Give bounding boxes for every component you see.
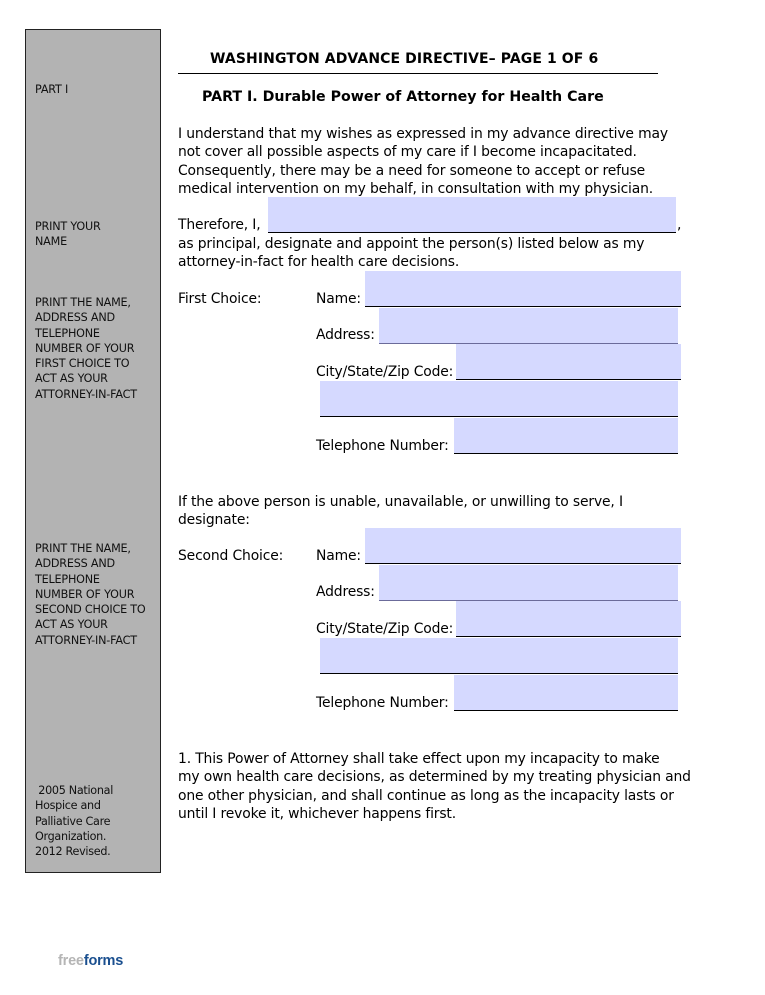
principal-name-input[interactable] <box>268 197 676 233</box>
note-line: PRINT THE NAME, <box>35 542 131 555</box>
first-choice-phone-input[interactable] <box>454 418 678 454</box>
second-choice-address-input[interactable] <box>379 565 678 601</box>
note-line: TELEPHONE <box>35 326 100 340</box>
sidebar-second-choice-note <box>35 541 146 648</box>
para-line: not cover all possible aspects of my care if I become incapacitated. <box>178 144 637 161</box>
para-line: 1. This Power of Attorney shall take effect upon my incapacity to make <box>178 751 660 767</box>
part-heading: PART I. Durable Power of Attorney for Health Care <box>202 89 604 105</box>
title-rule <box>178 73 658 74</box>
first-city-label: City/State/Zip Code: <box>316 364 454 380</box>
intro-paragraph <box>178 125 668 198</box>
second-choice-name-input[interactable] <box>365 528 681 564</box>
note-line: ACT AS YOUR <box>35 618 108 632</box>
alternate-paragraph <box>178 493 623 530</box>
document-title: WASHINGTON ADVANCE DIRECTIVE– PAGE 1 OF 6 <box>210 51 599 67</box>
sidebar-margin <box>25 29 161 873</box>
first-choice-address-input[interactable] <box>379 308 678 344</box>
sidebar-first-choice-note <box>35 295 137 402</box>
sidebar-print-name-note <box>35 219 101 250</box>
note-line: ACT AS YOUR <box>35 372 108 386</box>
note-line: Hospice and <box>35 799 101 813</box>
sidebar-part-text: PART I <box>35 83 69 96</box>
para-line: If the above person is unable, unavailable, or unwilling to serve, I <box>178 494 623 510</box>
second-choice-label: Second Choice: <box>178 548 284 564</box>
logo-free-text: free <box>58 953 84 969</box>
second-address-label: Address: <box>316 584 375 600</box>
para-line: one other physician, and shall continue as long as the incapacity lasts or <box>178 787 674 804</box>
note-line: Palliative Care <box>35 814 111 828</box>
principal-paragraph <box>178 235 644 272</box>
second-choice-city-line2-input[interactable] <box>320 638 678 674</box>
second-phone-label: Telephone Number: <box>316 695 449 711</box>
note-line: FIRST CHOICE TO <box>35 357 130 371</box>
second-city-label: City/State/Zip Code: <box>316 621 454 637</box>
therefore-label: Therefore, I, <box>178 217 261 233</box>
note-line: PRINT YOUR <box>35 220 101 233</box>
note-line: TELEPHONE <box>35 572 100 586</box>
note-line: 2012 Revised. <box>35 845 111 859</box>
first-name-label: Name: <box>316 291 361 307</box>
effect-paragraph <box>178 750 691 823</box>
second-choice-city-input[interactable] <box>456 601 681 637</box>
therefore-comma: , <box>677 217 682 233</box>
logo-forms-text: forms <box>83 953 124 969</box>
note-line: Organization. <box>35 829 107 843</box>
para-line: designate: <box>178 512 250 529</box>
sidebar-part-label <box>35 82 68 97</box>
para-line: as principal, designate and appoint the person(s) listed below as my <box>178 236 645 252</box>
second-choice-phone-input[interactable] <box>454 675 678 711</box>
second-name-label: Name: <box>316 548 361 564</box>
first-choice-label: First Choice: <box>178 291 262 307</box>
para-line: until I revoke it, whichever happens first. <box>178 805 456 822</box>
para-line: my own health care decisions, as determined by my treating physician and <box>178 769 691 786</box>
note-line: ADDRESS AND <box>35 557 115 571</box>
note-line: ATTORNEY-IN-FACT <box>35 633 137 647</box>
sidebar-copyright <box>35 783 113 859</box>
note-line: NAME <box>35 235 67 249</box>
note-line: ATTORNEY-IN-FACT <box>35 387 137 401</box>
para-line: Consequently, there may be a need for someone to accept or refuse <box>178 162 646 179</box>
note-line: ADDRESS AND <box>35 311 115 325</box>
note-line: PRINT THE NAME, <box>35 296 131 309</box>
first-phone-label: Telephone Number: <box>316 438 449 454</box>
para-line: medical intervention on my behalf, in consultation with my physician. <box>178 180 654 197</box>
note-line: 2005 National <box>35 784 114 797</box>
freeforms-logo <box>58 953 123 969</box>
para-line: attorney-in-fact for health care decisions. <box>178 254 460 271</box>
first-choice-city-line2-input[interactable] <box>320 381 678 417</box>
first-choice-city-input[interactable] <box>456 344 681 380</box>
note-line: NUMBER OF YOUR <box>35 341 135 355</box>
note-line: SECOND CHOICE TO <box>35 603 146 617</box>
para-line: I understand that my wishes as expressed in my advance directive may <box>178 126 668 142</box>
note-line: NUMBER OF YOUR <box>35 587 135 601</box>
first-address-label: Address: <box>316 327 375 343</box>
first-choice-name-input[interactable] <box>365 271 681 307</box>
